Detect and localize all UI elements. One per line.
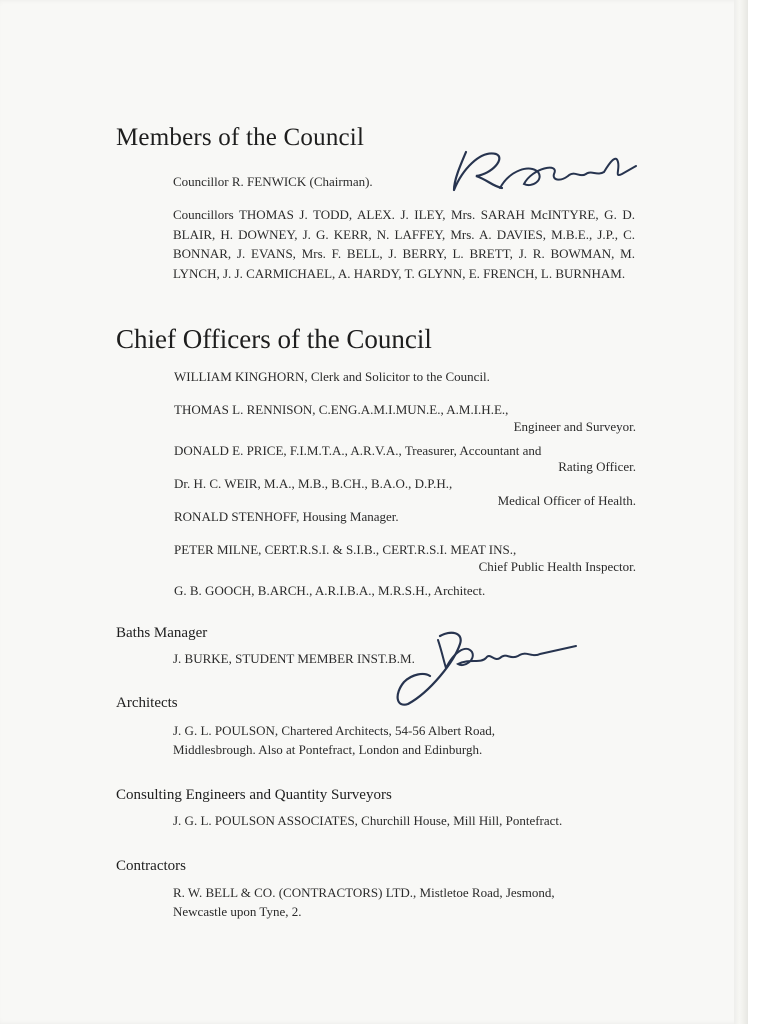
contractors-line-1: R. W. BELL & CO. (CONTRACTORS) LTD., Mistletoe Road, Jesmond, <box>173 885 555 900</box>
page-edge <box>734 0 748 1024</box>
contractors-heading: Contractors <box>116 858 186 874</box>
officer-entry-main: Dr. H. C. WEIR, M.A., M.B., B.CH., B.A.O., D.P.H., <box>174 476 453 491</box>
architects-heading: Architects <box>116 695 178 711</box>
signature-fenwick <box>440 140 640 202</box>
officer-entry-main: RONALD STENHOFF, Housing Manager. <box>174 509 399 524</box>
officer-entry-main: PETER MILNE, CERT.R.S.I. & S.I.B., CERT.R.S.I. MEAT INS., <box>174 542 517 557</box>
officer-entry-cont: Rating Officer. <box>558 459 636 474</box>
officer-entry-cont: Engineer and Surveyor. <box>513 419 636 434</box>
chairman-line: Councillor R. FENWICK (Chairman). <box>173 174 373 189</box>
architects-line-2: Middlesbrough. Also at Pontefract, London and Edinburgh. <box>173 742 483 757</box>
contractors-line-2: Newcastle upon Tyne, 2. <box>173 904 302 919</box>
officer-entry-main: G. B. GOOCH, B.ARCH., A.R.I.B.A., M.R.S.H., Architect. <box>174 583 486 598</box>
officer-entry-main: WILLIAM KINGHORN, Clerk and Solicitor to the Council. <box>174 369 490 384</box>
members-heading: Members of the Council <box>116 124 365 151</box>
consulting-line: J. G. L. POULSON ASSOCIATES, Churchill House, Mill Hill, Pontefract. <box>173 813 563 828</box>
councillors-list: Councillors THOMAS J. TODD, ALEX. J. ILEY, Mrs. SARAH McINTYRE, G. D. BLAIR, H. DOWNEY, J. G. KERR, N. LAFFEY, Mrs. A. DAVIES, M.B.E., J.P., C. BONNAR, J. EVANS, Mrs. F. BELL, J. BERRY, L. BRETT, J. R. BOWMAN, M. LYNCH, J. J. CARMICHAEL, A. HARDY, T. GLYNN, E. FRENCH, L. BURNHAM. <box>173 207 635 281</box>
baths-heading: Baths Manager <box>116 625 208 641</box>
officer-entry-cont: Medical Officer of Health. <box>497 493 636 508</box>
signature-burke <box>390 622 580 710</box>
officer-entry-cont: Chief Public Health Inspector. <box>478 559 636 574</box>
architects-line-1: J. G. L. POULSON, Chartered Architects, 54-56 Albert Road, <box>173 723 496 738</box>
consulting-heading: Consulting Engineers and Quantity Surveyors <box>116 787 392 803</box>
officer-entry-main: THOMAS L. RENNISON, C.ENG.A.M.I.MUN.E., A.M.I.H.E., <box>174 402 509 417</box>
baths-manager-line: J. BURKE, STUDENT MEMBER INST.B.M. <box>173 651 415 666</box>
officer-entry-main: DONALD E. PRICE, F.I.M.T.A., A.R.V.A., Treasurer, Accountant and <box>174 443 542 458</box>
officers-heading: Chief Officers of the Council <box>116 324 432 354</box>
